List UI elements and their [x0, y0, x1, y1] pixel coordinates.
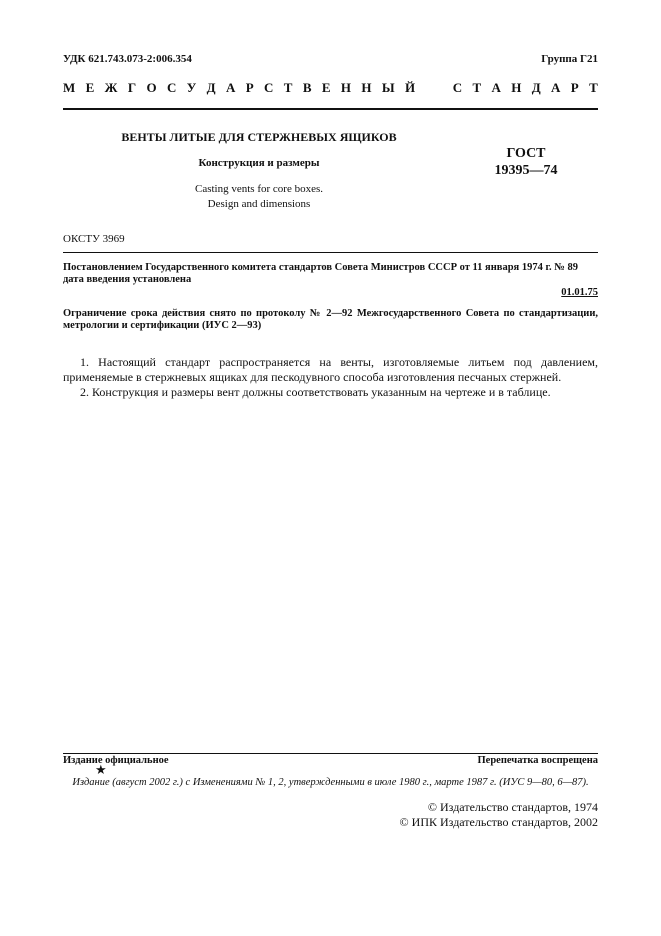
- interstate-letter: А: [551, 80, 561, 95]
- paragraph-2: 2. Конструкция и размеры вент должны соответствовать указанным на чертеже и в таблице.: [80, 385, 551, 399]
- interstate-letter: [439, 80, 442, 96]
- edition-note: Издание (август 2002 г.) с Изменениями № 1, 2, утвержденными в июле 1980 г., марте 1987 г. (ИУС 9—80, 6—87).: [72, 777, 589, 788]
- paragraph-1: 1. Настоящий стандарт распространяется на венты, изготовляемые литьем под давлением, применяемые в стержневых ящиках для пескодувного способа изготовления песчаных стержней.: [63, 355, 598, 384]
- copyright-2002: © ИПК Издательство стандартов, 2002: [399, 815, 598, 829]
- interstate-letter: [425, 80, 428, 96]
- interstate-letter: Е: [321, 80, 331, 95]
- interstate-letter: Ж: [104, 80, 118, 95]
- interstate-letter: Е: [85, 80, 95, 95]
- interstate-letter: Т: [589, 80, 598, 95]
- gost-label: ГОСТ: [506, 146, 546, 161]
- interstate-letter: Ы: [381, 80, 395, 95]
- interstate-letter: Й: [404, 80, 416, 95]
- top-rule: [63, 108, 598, 110]
- title-english-line1: Casting vents for core boxes.: [195, 183, 323, 195]
- interstate-standard-heading: [63, 80, 598, 96]
- okstu-rule: [63, 252, 598, 253]
- decree-text: Постановлением Государственного комитета стандартов Совета Министров СССР от 11 января 1974 г. № 89 дата введения установлена: [63, 262, 578, 285]
- interstate-letter: Г: [127, 80, 137, 95]
- gost-block: [472, 145, 580, 179]
- interstate-letter: Р: [245, 80, 254, 95]
- reprint-prohibited-label: Перепечатка воспрещена: [477, 755, 598, 766]
- interstate-letter: С: [167, 80, 177, 95]
- title-english: [63, 182, 455, 212]
- star-icon: ★: [95, 762, 107, 777]
- interstate-letter: У: [186, 80, 197, 95]
- interstate-letter: С: [452, 80, 463, 95]
- interstate-letter: Р: [570, 80, 579, 95]
- okstu-code: ОКСТУ 3969: [63, 233, 125, 245]
- interstate-letter: Т: [283, 80, 293, 95]
- title-block: [63, 130, 455, 212]
- copyright-1974: © Издательство стандартов, 1974: [427, 800, 598, 814]
- interstate-letter: Д: [531, 80, 541, 95]
- title-english-line2: Design and dimensions: [207, 198, 311, 210]
- interstate-letter: Н: [361, 80, 372, 95]
- interstate-letter: Т: [472, 80, 482, 95]
- group-code: Группа Г21: [541, 53, 598, 65]
- interstate-letter: Н: [340, 80, 352, 95]
- interstate-letter: Д: [206, 80, 216, 95]
- subtitle-russian: Конструкция и размеры: [198, 157, 320, 169]
- interstate-letter: А: [225, 80, 236, 95]
- copyright-block: [400, 800, 598, 830]
- introduction-date: 01.01.75: [561, 287, 598, 298]
- footer-rule: [63, 753, 598, 754]
- interstate-letter: В: [302, 80, 312, 95]
- interstate-letter: Н: [511, 80, 522, 95]
- body-paragraphs: [63, 355, 598, 400]
- interstate-letter: С: [264, 80, 274, 95]
- official-edition-label: Издание официальное: [63, 755, 169, 766]
- title-russian: ВЕНТЫ ЛИТЫЕ ДЛЯ СТЕРЖНЕВЫХ ЯЩИКОВ: [121, 130, 397, 144]
- limit-removed-text: Ограничение срока действия снято по протоколу № 2—92 Межгосударственного Совета по стандартизации, метрологии и сертификации (ИУС 2—93): [63, 308, 598, 331]
- interstate-letter: О: [146, 80, 157, 95]
- interstate-letter: А: [491, 80, 501, 95]
- gost-number: 19395—74: [494, 163, 558, 178]
- udk-code: УДК 621.743.073-2:006.354: [63, 53, 192, 65]
- interstate-letter: М: [63, 80, 76, 95]
